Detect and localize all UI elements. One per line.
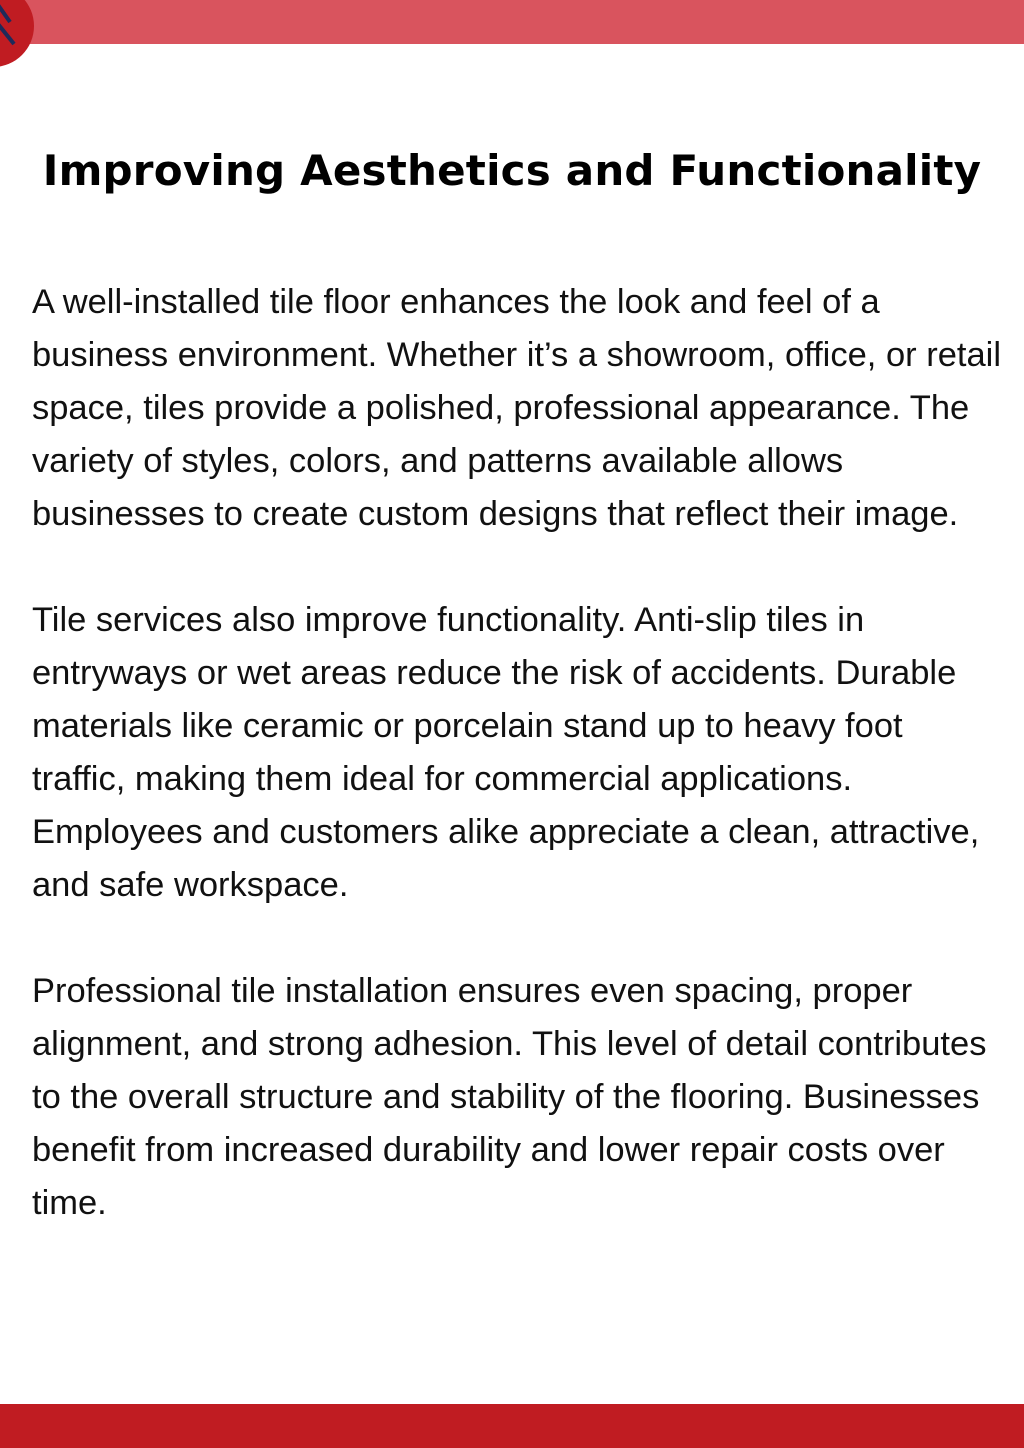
bottom-banner-bar [0,1404,1024,1448]
paragraph-aesthetics: A well-installed tile floor enhances the look and feel of a business environment. Whether it’s a showroom, office, or retail space, tiles provide a polished, professional appearance. The variety of styles, colors, and patterns available allows businesses to create custom designs that reflect their image. [32,283,1001,533]
paragraph-functionality: Tile services also improve functionality. Anti-slip tiles in entryways or wet areas reduce the risk of accidents. Durable materials like ceramic or porcelain stand up to heavy foot traffic, making them ideal for commercial applications. Employees and customers alike appreciate a clean, attractive, and safe workspace. [32,601,980,904]
top-banner-bar [0,0,1024,44]
logo-emblem-icon [0,0,34,90]
article-body [32,276,1002,1283]
page-title: Improving Aesthetics and Functionality [42,146,982,195]
paragraph-installation: Professional tile installation ensures even spacing, proper alignment, and strong adhesion. This level of detail contributes to the overall structure and stability of the flooring. Businesses benefit from increased durability and lower repair costs over time. [32,972,987,1222]
